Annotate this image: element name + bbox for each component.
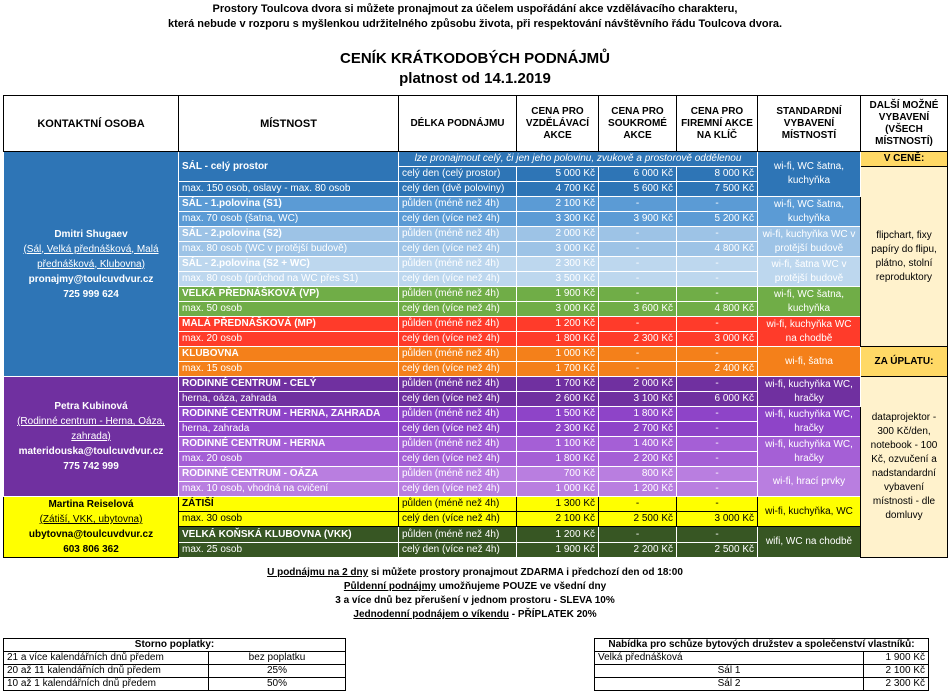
room-name: RODINNÉ CENTRUM - OÁZA: [179, 467, 399, 482]
room-equipment: wi-fi, kuchyňka WC, hračky: [758, 437, 861, 467]
length-cell: celý den (více než 4h): [399, 512, 517, 527]
rule-1: [0, 566, 950, 580]
room-equipment: wi-fi, hrací prvky: [758, 467, 861, 497]
length-cell: celý den (více než 4h): [399, 242, 517, 257]
price-corporate: 7 500 Kč: [677, 182, 758, 197]
room-equipment: wi-fi, WC šatna, kuchyňka: [758, 152, 861, 197]
header-private: CENA PRO SOUKROMÉ AKCE: [599, 96, 677, 152]
length-cell: půlden (méně než 4h): [399, 257, 517, 272]
room-equipment: wi-fi, WC šatna, kuchyňka: [758, 287, 861, 317]
length-cell: celý den (více než 4h): [399, 362, 517, 377]
length-cell: celý den (více než 4h): [399, 422, 517, 437]
offer-table: [594, 638, 929, 691]
price-edu: 1 000 Kč: [517, 482, 599, 497]
room-sub: max. 20 osob: [179, 332, 399, 347]
price-edu: 2 600 Kč: [517, 392, 599, 407]
price-edu: 1 000 Kč: [517, 347, 599, 362]
price-edu: 5 000 Kč: [517, 167, 599, 182]
price-private: -: [599, 497, 677, 512]
room-sub: max. 150 osob, oslavy - max. 80 osob: [179, 182, 399, 197]
price-edu: 1 800 Kč: [517, 332, 599, 347]
price-edu: 2 100 Kč: [517, 512, 599, 527]
price-edu: 2 000 Kč: [517, 227, 599, 242]
price-private: 5 600 Kč: [599, 182, 677, 197]
price-private: 2 200 Kč: [599, 452, 677, 467]
room-name: RODINNÉ CENTRUM - CELÝ: [179, 377, 399, 392]
length-cell: půlden (méně než 4h): [399, 437, 517, 452]
price-edu: 2 300 Kč: [517, 422, 599, 437]
intro-text: [0, 2, 950, 32]
storno-fee: bez poplatku: [209, 652, 346, 665]
price-edu: 1 500 Kč: [517, 407, 599, 422]
price-table: [3, 95, 948, 558]
price-corporate: -: [677, 257, 758, 272]
price-corporate: -: [677, 287, 758, 302]
price-private: 2 300 Kč: [599, 332, 677, 347]
length-cell: půlden (méně než 4h): [399, 407, 517, 422]
header-equipment: STANDARDNÍ VYBAVENÍ MÍSTNOSTÍ: [758, 96, 861, 152]
price-table-body: [4, 152, 948, 558]
price-corporate: -: [677, 227, 758, 242]
length-cell: půlden (méně než 4h): [399, 347, 517, 362]
room-sub: max. 15 osob: [179, 362, 399, 377]
price-edu: 1 800 Kč: [517, 452, 599, 467]
price-private: 3 900 Kč: [599, 212, 677, 227]
price-corporate: 6 000 Kč: [677, 392, 758, 407]
price-edu: 3 300 Kč: [517, 212, 599, 227]
storno-period: 20 až 11 kalendářních dnů předem: [4, 665, 209, 678]
room-sub: max. 30 osob: [179, 512, 399, 527]
extra-paid-head: ZA ÚPLATU:: [861, 347, 948, 377]
header-corporate: CENA PRO FIREMNÍ AKCE NA KLÍČ: [677, 96, 758, 152]
table-row: [4, 665, 346, 678]
rule-3: 3 a více dnů bez přerušení v jednom prostoru - SLEVA 10%: [335, 595, 615, 606]
price-corporate: 5 200 Kč: [677, 212, 758, 227]
storno-period: 21 a více kalendářních dnů předem: [4, 652, 209, 665]
room-sub: max. 70 osob (šatna, WC): [179, 212, 399, 227]
room-equipment: wifi, WC na chodbě: [758, 527, 861, 558]
room-equipment: wi-fi, kuchyňka WC v protější budově: [758, 227, 861, 257]
price-corporate: -: [677, 467, 758, 482]
price-corporate: 4 800 Kč: [677, 242, 758, 257]
price-edu: 1 700 Kč: [517, 377, 599, 392]
table-row: [595, 639, 929, 652]
room-equipment: wi-fi, šatna: [758, 347, 861, 377]
room-name: RODINNÉ CENTRUM - HERNA: [179, 437, 399, 452]
price-private: 2 000 Kč: [599, 377, 677, 392]
price-edu: 3 000 Kč: [517, 302, 599, 317]
price-edu: 2 300 Kč: [517, 257, 599, 272]
price-private: -: [599, 242, 677, 257]
storno-period: 10 až 1 kalendářních dnů předem: [4, 678, 209, 691]
contact-scope: (Sál, Velká přednášková, Malá přednášková, Klubovna): [23, 243, 159, 270]
price-edu: 1 200 Kč: [517, 317, 599, 332]
table-row: [4, 639, 346, 652]
room-equipment: wi-fi, WC šatna, kuchyňka: [758, 197, 861, 227]
contact-email[interactable]: pronajmy@toulcuvdvur.cz: [28, 273, 154, 285]
room-sub: max. 50 osob: [179, 302, 399, 317]
length-cell: celý den (více než 4h): [399, 392, 517, 407]
length-cell: půlden (méně než 4h): [399, 467, 517, 482]
price-corporate: -: [677, 437, 758, 452]
price-corporate: 3 000 Kč: [677, 512, 758, 527]
price-private: 1 800 Kč: [599, 407, 677, 422]
length-cell: půlden (méně než 4h): [399, 377, 517, 392]
room-name: SÁL - 2.polovina (S2): [179, 227, 399, 242]
storno-fee: 25%: [209, 665, 346, 678]
rule-2-key: Půldenní podnájmy: [343, 581, 437, 592]
length-cell: půlden (méně než 4h): [399, 497, 517, 512]
length-cell: půlden (méně než 4h): [399, 287, 517, 302]
price-corporate: 4 800 Kč: [677, 302, 758, 317]
price-corporate: -: [677, 422, 758, 437]
price-private: -: [599, 287, 677, 302]
length-cell: celý den (celý prostor): [399, 167, 517, 182]
price-edu: 1 700 Kč: [517, 362, 599, 377]
rule-4-key: Jednodenní podnájem o víkendu: [353, 609, 509, 620]
price-private: -: [599, 317, 677, 332]
rule-1-key: U podnájmu na 2 dny: [267, 567, 369, 578]
price-corporate: -: [677, 452, 758, 467]
price-edu: 1 100 Kč: [517, 437, 599, 452]
price-corporate: 8 000 Kč: [677, 167, 758, 182]
table-row: [595, 665, 929, 678]
offer-price: 2 300 Kč: [864, 678, 929, 691]
offer-price: 2 100 Kč: [864, 665, 929, 678]
header-room: MÍSTNOST: [179, 96, 399, 152]
price-edu: 1 900 Kč: [517, 543, 599, 558]
header-extra: DALŠÍ MOŽNÉ VYBAVENÍ (VŠECH MÍSTNOSTÍ): [861, 96, 948, 152]
length-cell: celý den (více než 4h): [399, 272, 517, 287]
page-title: CENÍK KRÁTKODOBÝCH PODNÁJMŮ: [339, 50, 610, 67]
table-row: [4, 152, 948, 167]
rule-2: [0, 580, 950, 594]
room-sub: max. 25 osob: [179, 543, 399, 558]
table-row: [4, 497, 948, 512]
extra-paid: dataprojektor - 300 Kč/den, notebook - 100 Kč, ozvučení a nadstandardní vybavení místnosti - dle domluvy: [861, 377, 948, 558]
storno-table: [3, 638, 346, 691]
room-name: KLUBOVNA: [179, 347, 399, 362]
rule-2-text: umožňujeme POUZE ve všední dny: [436, 581, 607, 592]
price-private: -: [599, 227, 677, 242]
room-sub: max. 20 osob: [179, 452, 399, 467]
price-private: 2 500 Kč: [599, 512, 677, 527]
header-edu: CENA PRO VZDĚLÁVACÍ AKCE: [517, 96, 599, 152]
storno-title: Storno poplatky:: [4, 639, 346, 652]
contact-phone: 775 742 999: [63, 461, 119, 472]
price-edu: 3 500 Kč: [517, 272, 599, 287]
price-private: -: [599, 347, 677, 362]
price-corporate: 3 000 Kč: [677, 332, 758, 347]
sal-note: lze pronajmout celý, či jen jeho polovinu, zvukově a prostorově oddělenou: [399, 152, 758, 167]
room-name: SÁL - celý prostor: [179, 152, 399, 182]
header-length: DÉLKA PODNÁJMU: [399, 96, 517, 152]
length-cell: půlden (méně než 4h): [399, 197, 517, 212]
room-sub: max. 10 osob, vhodná na cvičení: [179, 482, 399, 497]
length-cell: půlden (méně než 4h): [399, 227, 517, 242]
length-cell: půlden (méně než 4h): [399, 527, 517, 543]
price-corporate: -: [677, 272, 758, 287]
table-row: [595, 652, 929, 665]
page-subtitle: platnost od 14.1.2019: [399, 70, 551, 87]
contact-phone: 603 806 362: [63, 544, 119, 555]
room-equipment: wi-fi, šatna WC v protější budově: [758, 257, 861, 287]
offer-room: Velká přednášková: [595, 652, 864, 665]
rule-1-text: si můžete prostory pronajmout ZDARMA i předchozí den od 18:00: [368, 567, 683, 578]
price-private: 2 200 Kč: [599, 543, 677, 558]
rule-4-text: - PŘÍPLATEK 20%: [508, 609, 597, 620]
price-private: 3 100 Kč: [599, 392, 677, 407]
contact-name: Martina Reiselová: [48, 499, 134, 510]
price-corporate: -: [677, 347, 758, 362]
room-name: ZÁTIŠÍ: [179, 497, 399, 512]
rental-rules: [0, 566, 950, 622]
room-name: VELKÁ KOŇSKÁ KLUBOVNA (VKK): [179, 527, 399, 543]
price-private: -: [599, 197, 677, 212]
contact-petra: [4, 377, 179, 497]
length-cell: celý den (dvě poloviny): [399, 182, 517, 197]
room-name: VELKÁ PŘEDNÁŠKOVÁ (VP): [179, 287, 399, 302]
length-cell: celý den (více než 4h): [399, 332, 517, 347]
price-corporate: -: [677, 407, 758, 422]
price-private: 1 400 Kč: [599, 437, 677, 452]
price-corporate: -: [677, 377, 758, 392]
price-private: -: [599, 527, 677, 543]
contact-scope: (Rodinné centrum - Herna, Oáza, zahrada): [17, 416, 165, 442]
table-row: [4, 377, 948, 392]
contact-email[interactable]: materidouska@toulcuvdvur.cz: [18, 446, 164, 457]
room-equipment: wi-fi, kuchyňka WC, hračky: [758, 407, 861, 437]
price-edu: 4 700 Kč: [517, 182, 599, 197]
price-private: -: [599, 257, 677, 272]
price-edu: 1 200 Kč: [517, 527, 599, 543]
extra-included-head: V CENĚ:: [861, 152, 948, 167]
room-equipment: wi-fi, kuchyňka, WC: [758, 497, 861, 527]
room-name: SÁL - 1.polovina (S1): [179, 197, 399, 212]
length-cell: celý den (více než 4h): [399, 482, 517, 497]
contact-scope: (Zátiší, VKK, ubytovna): [39, 514, 143, 525]
header-contact: KONTAKTNÍ OSOBA: [4, 96, 179, 152]
room-equipment: wi-fi, kuchyňka WC, hračky: [758, 377, 861, 407]
intro-line-2: která nebude v rozporu s myšlenkou udržitelného způsobu života, při respektování návštěvního řádu Toulcova dvora.: [167, 18, 783, 30]
intro-line-1: Prostory Toulcova dvora si můžete pronajmout za účelem uspořádání akce vzdělávacího charakteru,: [212, 3, 738, 15]
length-cell: celý den (více než 4h): [399, 212, 517, 227]
price-edu: 2 100 Kč: [517, 197, 599, 212]
room-equipment: wi-fi, kuchyňka WC na chodbě: [758, 317, 861, 347]
room-sub: herna, zahrada: [179, 422, 399, 437]
price-edu: 1 900 Kč: [517, 287, 599, 302]
room-sub: herna, oáza, zahrada: [179, 392, 399, 407]
length-cell: celý den (více než 4h): [399, 302, 517, 317]
price-corporate: 2 400 Kč: [677, 362, 758, 377]
contact-martina: [4, 497, 179, 558]
contact-name: Dmitri Shugaev: [54, 228, 128, 240]
length-cell: celý den (více než 4h): [399, 452, 517, 467]
price-private: 6 000 Kč: [599, 167, 677, 182]
length-cell: celý den (více než 4h): [399, 543, 517, 558]
contact-phone: 725 999 624: [63, 288, 119, 300]
contact-dmitri: [4, 152, 179, 377]
offer-room: Sál 2: [595, 678, 864, 691]
offer-room: Sál 1: [595, 665, 864, 678]
price-corporate: -: [677, 527, 758, 543]
price-private: -: [599, 272, 677, 287]
price-corporate: -: [677, 197, 758, 212]
table-row: [4, 678, 346, 691]
storno-fee: 50%: [209, 678, 346, 691]
price-private: 800 Kč: [599, 467, 677, 482]
table-row: [595, 678, 929, 691]
price-edu: 700 Kč: [517, 467, 599, 482]
room-name: MALÁ PŘEDNÁŠKOVÁ (MP): [179, 317, 399, 332]
offer-price: 1 900 Kč: [864, 652, 929, 665]
price-corporate: -: [677, 497, 758, 512]
price-edu: 1 300 Kč: [517, 497, 599, 512]
contact-email[interactable]: ubytovna@toulcuvdvur.cz: [28, 529, 154, 540]
room-name: RODINNÉ CENTRUM - HERNA, ZAHRADA: [179, 407, 399, 422]
contact-name: Petra Kubinová: [54, 401, 128, 412]
room-name: SÁL - 2.polovina (S2 + WC): [179, 257, 399, 272]
price-corporate: -: [677, 482, 758, 497]
extra-included: flipchart, fixy papíry do flipu, plátno, stolní reproduktory: [861, 167, 948, 347]
offer-title: Nabídka pro schůze bytových družstev a společenství vlastníků:: [595, 639, 929, 652]
price-private: 1 200 Kč: [599, 482, 677, 497]
table-row: [4, 652, 346, 665]
price-private: 2 700 Kč: [599, 422, 677, 437]
price-corporate: -: [677, 317, 758, 332]
rule-4: [0, 608, 950, 622]
price-private: 3 600 Kč: [599, 302, 677, 317]
price-edu: 3 000 Kč: [517, 242, 599, 257]
length-cell: půlden (méně než 4h): [399, 317, 517, 332]
room-sub: max. 80 osob (průchod na WC přes S1): [179, 272, 399, 287]
price-private: -: [599, 362, 677, 377]
room-sub: max. 80 osob (WC v protější budově): [179, 242, 399, 257]
price-corporate: 2 500 Kč: [677, 543, 758, 558]
